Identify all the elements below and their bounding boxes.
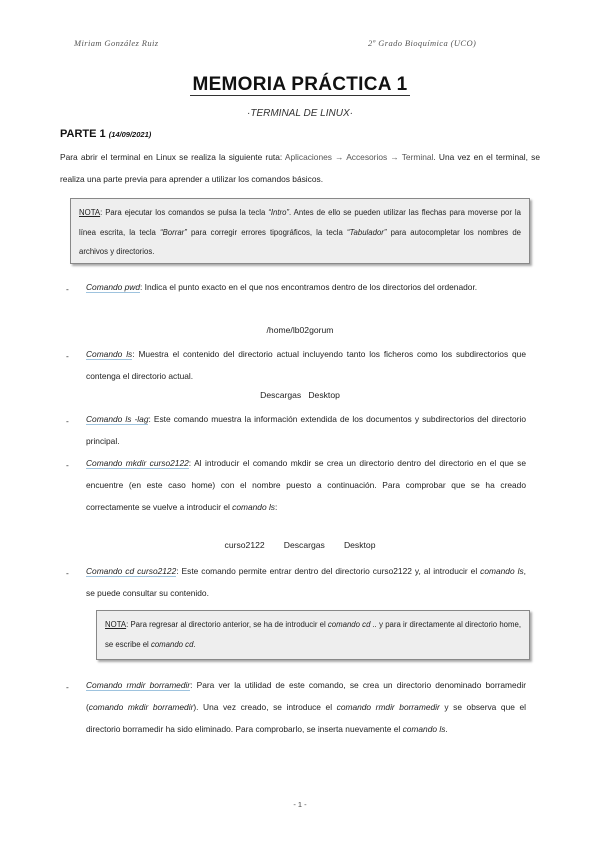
output-pwd: /home/lb02gorum bbox=[266, 325, 334, 335]
list-item: Comando pwd: Indica el punto exacto en el que nos encontramos dentro de los directorios del ordenador. bbox=[86, 282, 478, 292]
section-label: PARTE 1 bbox=[60, 128, 106, 140]
bullet-dash: - bbox=[66, 416, 69, 426]
menu-route: Aplicaciones → Accesorios → Terminal bbox=[284, 152, 434, 162]
bullet-dash: - bbox=[66, 460, 69, 470]
list-item: Comando cd curso2122: Este comando permite entrar dentro del directorio curso2122 y, al introducir el comando ls, se puede consultar su contenido. bbox=[86, 566, 526, 598]
header-course: 2º Grado Bioquímica (UCO) bbox=[368, 38, 477, 48]
list-item: Comando ls: Muestra el contenido del directorio actual incluyendo tanto los ficheros como los subdirectorios que contenga el directorio actual. bbox=[86, 349, 526, 381]
command-name: Comando rmdir borramedir bbox=[86, 680, 191, 690]
bullet-dash: - bbox=[66, 284, 69, 294]
command-name: Comando mkdir curso2122 bbox=[86, 458, 189, 468]
command-name: Comando cd curso2122 bbox=[86, 566, 177, 576]
document-title: MEMORIA PRÁCTICA 1 bbox=[192, 74, 408, 95]
note-box-1: NOTA: Para ejecutar los comandos se pulsa la tecla “Intro”. Antes de ello se pueden utilizar las flechas para moverse por la línea escrita, la tecla “Borrar” para corregir errores tipográficos, la tecla “Tabulador” para autocompletar los nombres de archivos y directorios. bbox=[70, 198, 530, 264]
section-date: (14/09/2021) bbox=[108, 130, 152, 139]
intro-paragraph: Para abrir el terminal en Linux se realiza la siguiente ruta: Aplicaciones → Accesorios → Terminal. Una vez en el terminal, se realiza una parte previa para aprender a utilizar los comandos básicos. bbox=[60, 152, 540, 184]
note-label: NOTA bbox=[79, 208, 101, 217]
output-ls-2: curso2122 Descargas Desktop bbox=[224, 540, 376, 550]
command-name: Comando ls bbox=[86, 349, 133, 359]
bullet-dash: - bbox=[66, 682, 69, 692]
document-subtitle: ·TERMINAL DE LINUX· bbox=[247, 108, 353, 119]
command-name: Comando ls -lag bbox=[86, 414, 149, 424]
note-box-2: NOTA: Para regresar al directorio anterior, se ha de introducir el comando cd .. y para ir directamente al directorio home, se escribe el comando cd. bbox=[96, 610, 530, 660]
bullet-dash: - bbox=[66, 351, 69, 361]
list-item: Comando mkdir curso2122: Al introducir el comando mkdir se crea un directorio dentro del directorio en el que se encuentre (en este caso home) con el nombre puesto a continuación. Para comprobar que se ha creado correctamente se vuelve a introducir el comando ls: bbox=[86, 458, 526, 512]
list-item: Comando ls -lag: Este comando muestra la información extendida de los documentos y subdirectorios del directorio principal. bbox=[86, 414, 526, 446]
command-inline: comando cd .. bbox=[327, 620, 377, 629]
header-author: Miriam González Ruiz bbox=[74, 38, 159, 48]
command-name: Comando pwd bbox=[86, 282, 141, 292]
note-label: NOTA bbox=[105, 620, 127, 629]
command-inline: comando cd bbox=[150, 639, 194, 649]
page-number: - 1 - bbox=[293, 800, 307, 809]
bullet-dash: - bbox=[66, 568, 69, 578]
section-heading bbox=[60, 128, 151, 140]
list-item: Comando rmdir borramedir: Para ver la utilidad de este comando, se crea un directorio denominado borramedir (comando mkdir borramedir). Una vez creado, se introduce el comando rmdir borramedir y se observa que el directorio borramedir ha sido eliminado. Para comprobarlo, se inserta nuevamente el comando ls. bbox=[86, 680, 526, 734]
output-ls-1: Descargas Desktop bbox=[260, 390, 340, 400]
